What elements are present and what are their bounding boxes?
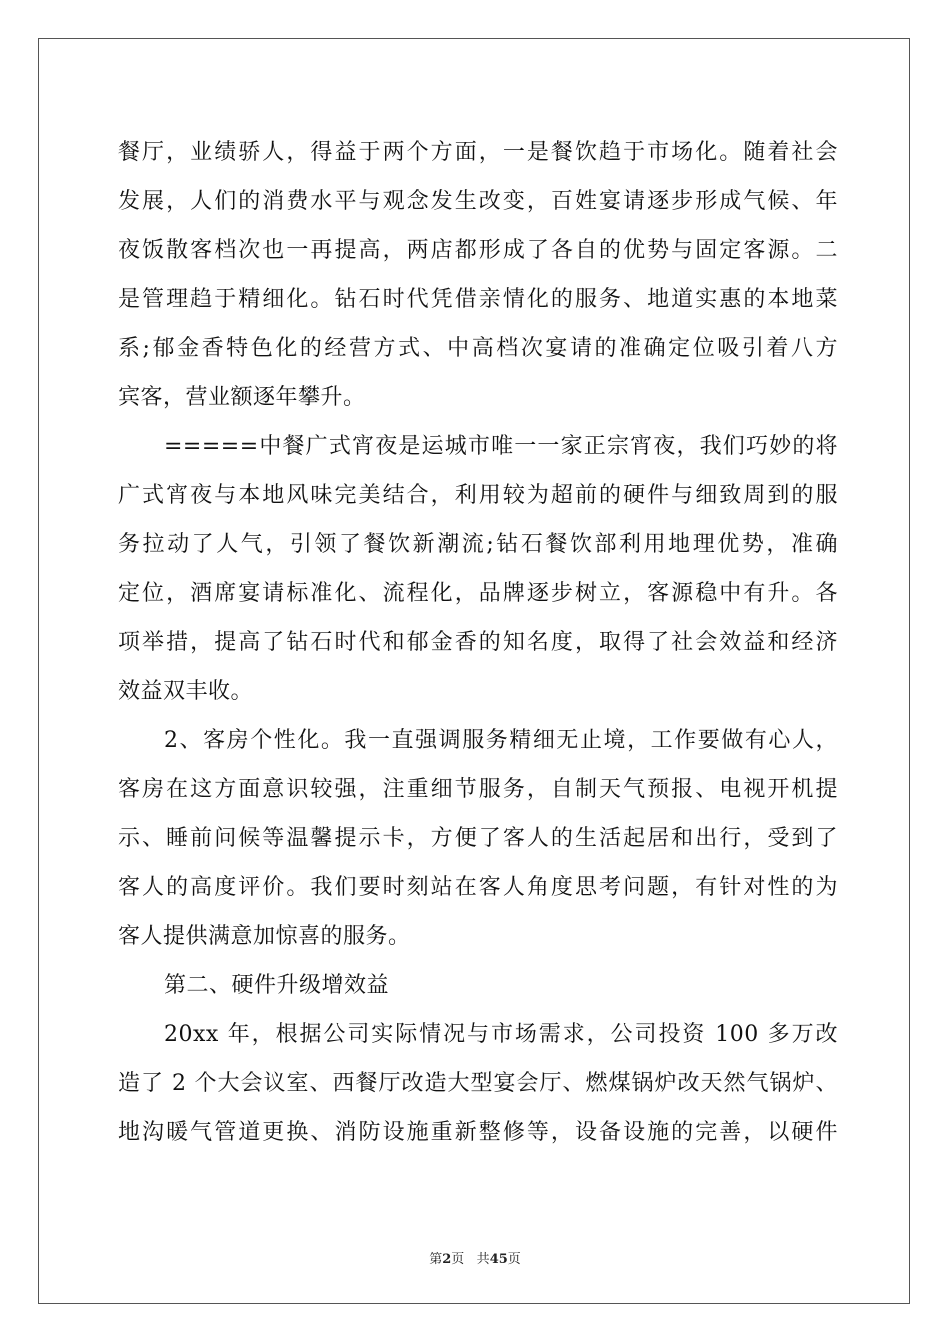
text-line: 项举措，提高了钻石时代和郁金香的知名度，取得了社会效益和经济 [118,630,838,655]
text-line: =====中餐广式宵夜是运城市唯一一家正宗宵夜，我们巧妙的将 [164,434,838,459]
text-line: 第二、硬件升级增效益 [164,973,390,998]
text-line: 效益双丰收。 [118,679,254,704]
text-line: 发展，人们的消费水平与观念发生改变，百姓宴请逐步形成气候、年 [118,189,838,214]
text-line: 客房在这方面意识较强，注重细节服务，自制天气预报、电视开机提 [118,777,838,802]
text-line: 地沟暖气管道更换、消防设施重新整修等，设备设施的完善，以硬件 [118,1120,838,1145]
total-prefix: 共 [476,1252,490,1267]
text-line: 客人的高度评价。我们要时刻站在客人角度思考问题，有针对性的为 [118,875,838,900]
text-line: 是管理趋于精细化。钻石时代凭借亲情化的服务、地道实惠的本地菜 [118,287,838,312]
total-suffix: 页 [507,1252,521,1267]
text-line: 广式宵夜与本地风味完美结合，利用较为超前的硬件与细致周到的服 [118,483,838,508]
text-line: 示、睡前问候等温馨提示卡，方便了客人的生活起居和出行，受到了 [118,826,838,851]
text-line: 2、客房个性化。我一直强调服务精细无止境，工作要做有心人， [164,728,838,753]
text-line: 夜饭散客档次也一再提高，两店都形成了各自的优势与固定客源。二 [118,238,838,263]
text-line: 定位，酒席宴请标准化、流程化，品牌逐步树立，客源稳中有升。各 [118,581,838,606]
text-line: 造了 2 个大会议室、西餐厅改造大型宴会厅、燃煤锅炉改天然气锅炉、 [118,1071,838,1096]
text-line: 餐厅，业绩骄人，得益于两个方面，一是餐饮趋于市场化。随着社会 [118,140,838,165]
document-body [118,128,838,1157]
text-line: 宾客，营业额逐年攀升。 [118,385,366,410]
page-suffix: 页 [451,1252,465,1267]
page-footer [0,1248,950,1267]
text-line: 务拉动了人气，引领了餐饮新潮流;钻石餐饮部利用地理优势，准确 [118,532,838,557]
page-prefix: 第 [429,1252,443,1267]
text-line: 客人提供满意加惊喜的服务。 [118,924,411,949]
total-pages: 45 [489,1252,508,1267]
text-line: 20xx 年，根据公司实际情况与市场需求，公司投资 100 多万改 [164,1022,838,1047]
page-number: 2 [442,1252,452,1267]
text-line: 系;郁金香特色化的经营方式、中高档次宴请的准确定位吸引着八方 [118,336,838,361]
